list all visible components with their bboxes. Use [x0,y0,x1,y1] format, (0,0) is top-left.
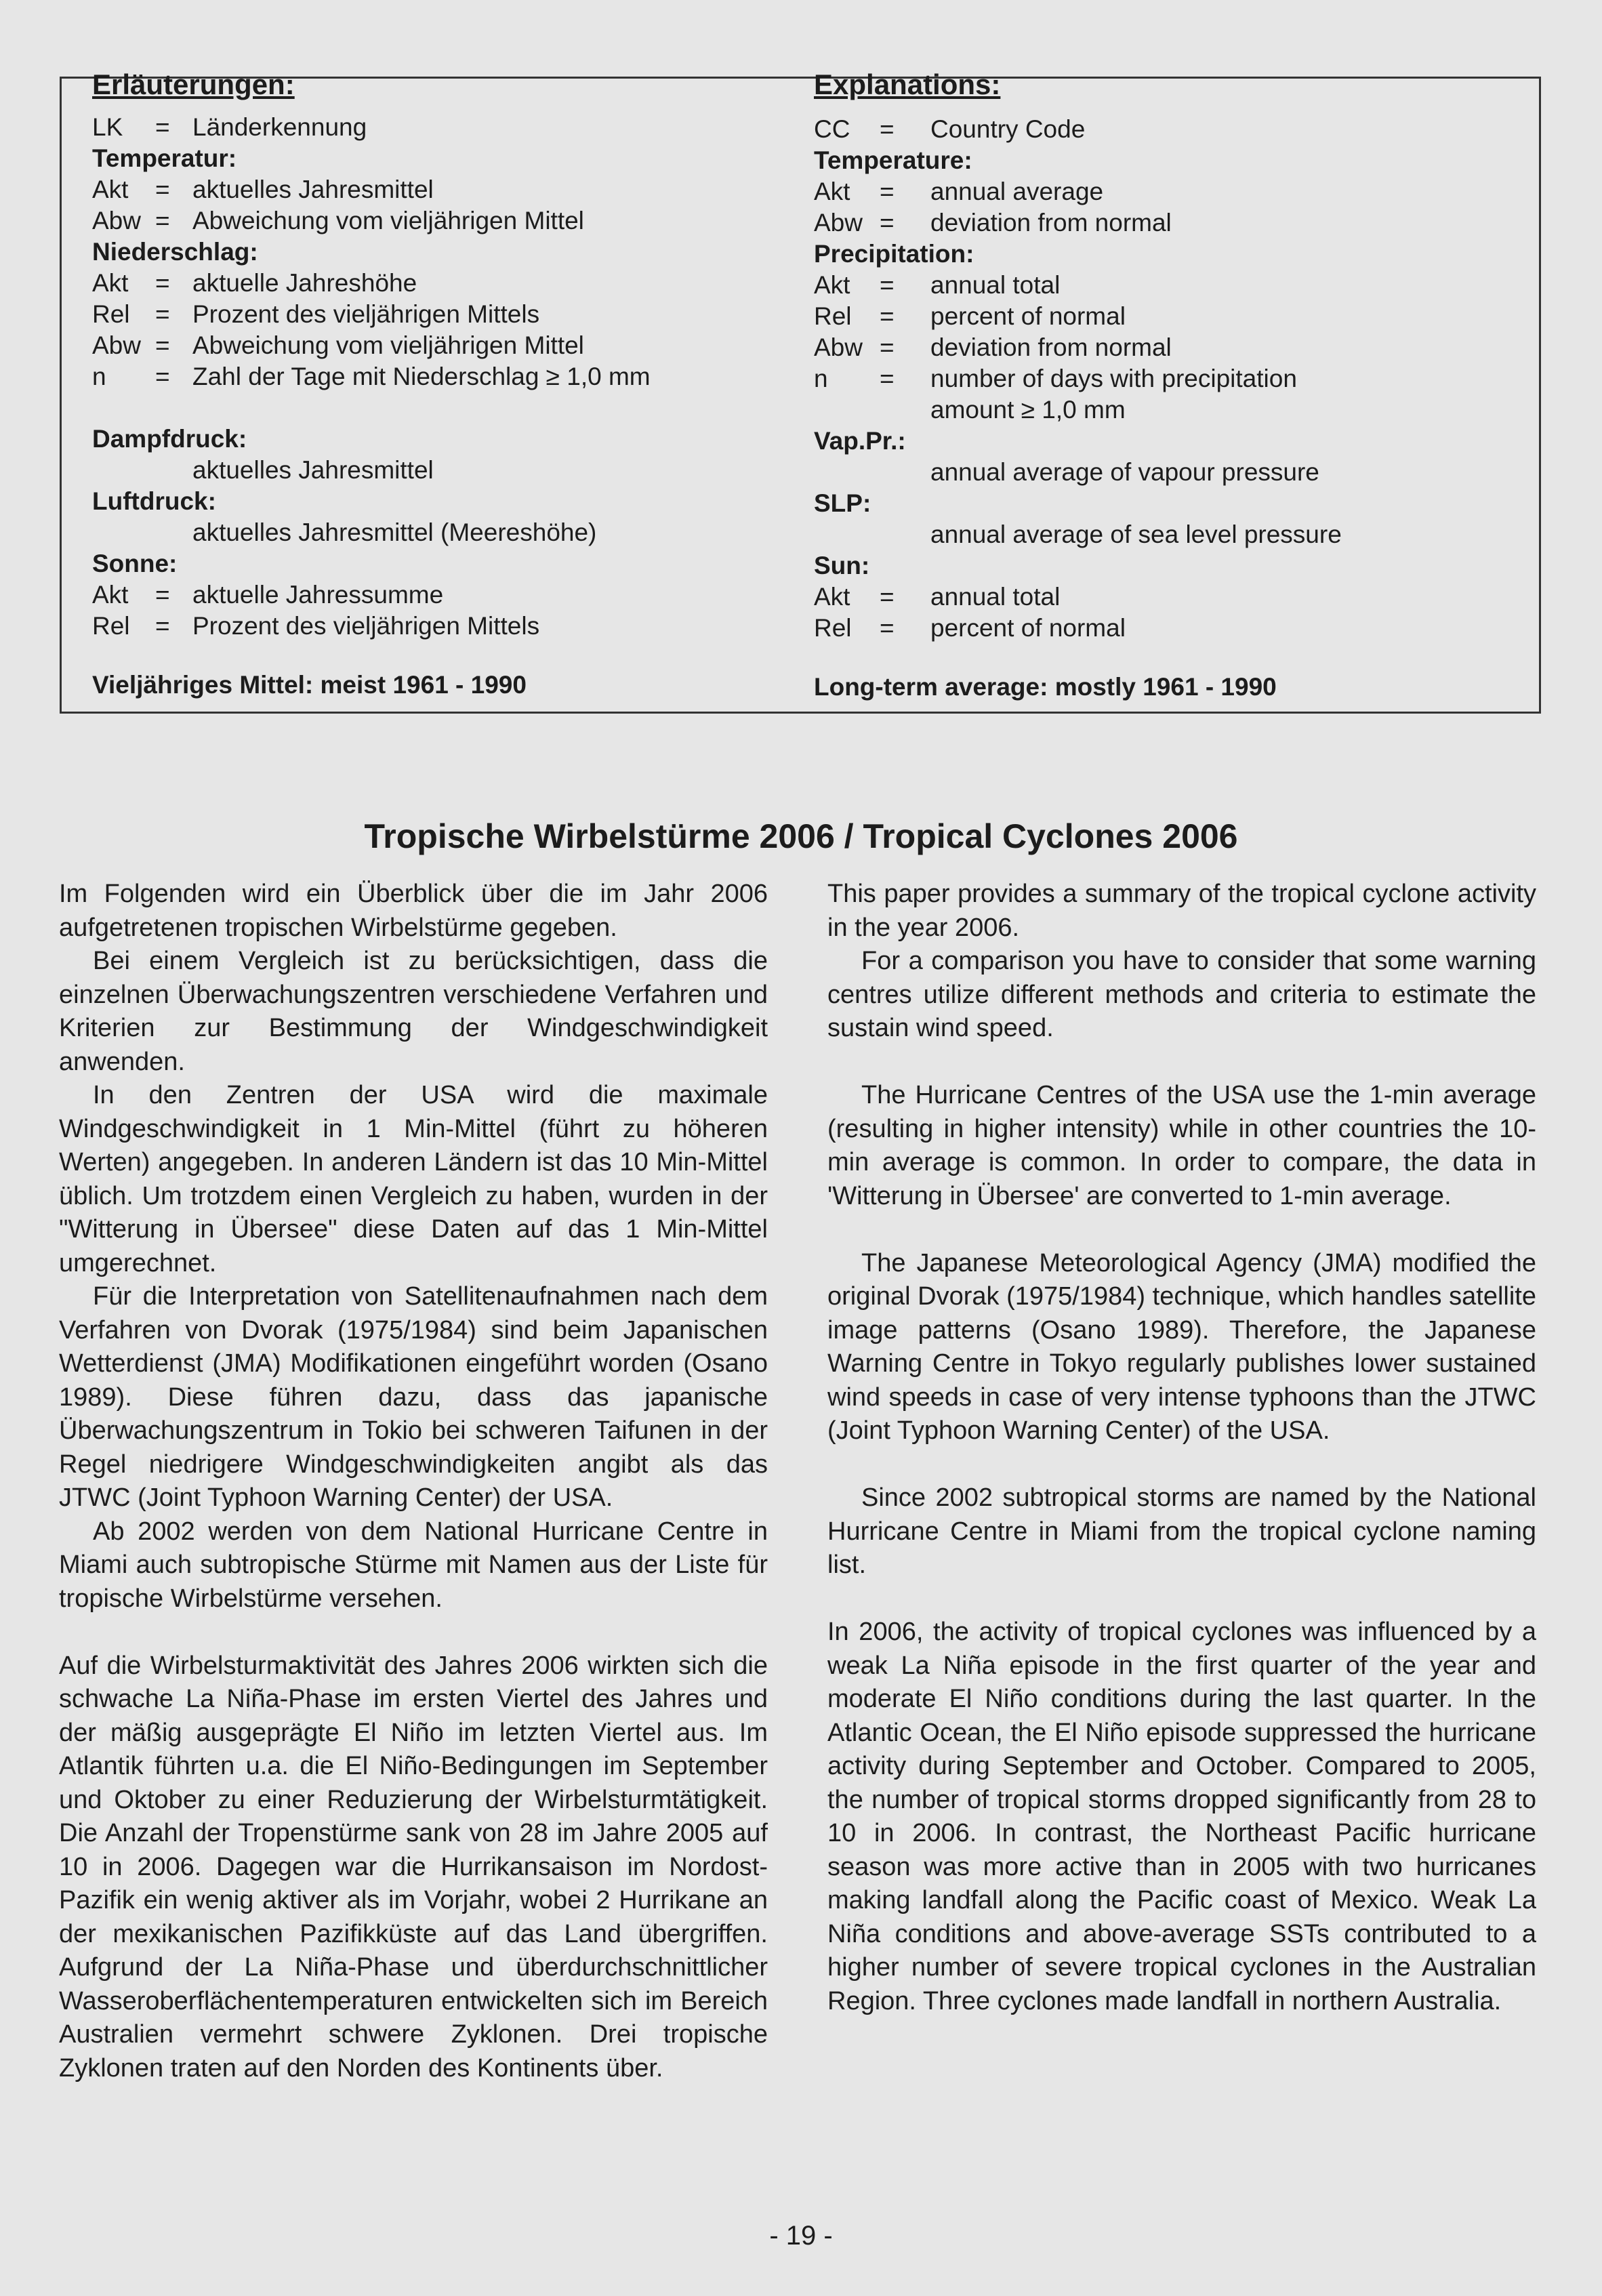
equals-sign: = [880,178,895,205]
paragraph: Für die Interpretation von Satellitenaufnahmen nach dem Verfahren von Dvorak (1975/1984) sind beim Japanischen Wetterdienst (JMA) Modifikationen eingeführt worden (Osano 1989). Diese führen dazu, dass das japanische Überwachungszentrum in Tokio bei schweren Taifunen in der Regel niedrigere Windgeschwindigkeiten angibt als das JTWC (Joint Typhoon Warning Center) der USA. [59,1282,768,1512]
equals-sign: = [880,209,895,237]
abbr: CC [814,115,850,143]
abbr: n [92,363,106,390]
definition: Zahl der Tage mit Niederschlag ≥ 1,0 mm [192,363,651,390]
abbr: LK [92,113,123,141]
paragraph: In 2006, the activity of tropical cyclones was influenced by a weak La Niña episode in the first quarter of the year and moderate El Niño conditions during the last quarter. In the Atlantic Ocean, the El Niño episode suppressed the hurricane activity during September and October. Compared to 2005, the number of tropical storms dropped significantly from 28 to 10 in 2006. In contrast, the Northeast Pacific hurricane season was more active than in 2005 with two hurricanes making landfall along the Pacific coast of Mexico. Weak La Niña conditions and above-average SSTs contributed to a higher number of severe tropical cyclones in the Australian Region. Three cyclones made landfall in northern Australia. [827,1618,1536,2015]
paragraph: Since 2002 subtropical storms are named by the National Hurricane Centre in Miami from the tropical cyclone naming list. [827,1483,1536,1579]
abbr: Rel [92,300,130,328]
definition: percent of normal [930,302,1126,330]
definition: amount ≥ 1,0 mm [930,396,1126,424]
paragraph: This paper provides a summary of the tropical cyclone activity in the year 2006. [827,880,1536,942]
legend-section-slp: SLP: [814,489,871,517]
abbr: Akt [92,269,129,297]
legend-section-precipitation: Niederschlag: [92,238,258,266]
equals-sign: = [155,269,170,297]
legend-box [60,68,1541,714]
abbr: Abw [814,209,863,237]
equals-sign: = [880,115,895,143]
definition: aktuelle Jahreshöhe [192,269,417,297]
definition: deviation from normal [930,333,1172,361]
legend-section-sun: Sun: [814,552,870,579]
definition: annual average of vapour pressure [930,458,1319,486]
abbr: Akt [92,176,129,203]
equals-sign: = [155,176,170,203]
legend-heading-en: Explanations: [814,68,1001,100]
definition: Abweichung vom vieljährigen Mittel [192,331,584,359]
abbr: Rel [814,614,852,642]
legend-section-temperature: Temperatur: [92,144,237,172]
definition: aktuelles Jahresmittel [192,456,434,484]
definition: aktuelles Jahresmittel [192,176,434,203]
paragraph-spacer [827,1582,1536,1616]
equals-sign: = [155,612,170,640]
legend-section-sun: Sonne: [92,550,178,577]
paragraph-spacer [827,1046,1536,1080]
paragraph: Auf die Wirbelsturmaktivität des Jahres 2006 wirkten sich die schwache La Niña-Phase im ersten Viertel des Jahres und der mäßig ausgeprägte El Niño im letzten Viertel aus. Im Atlantik führten u.a. die El Niño-Bedingungen im September und Oktober zu einer Reduzierung der Wirbelsturmtätigkeit. Die Anzahl der Tropenstürme sank von 28 im Jahre 2005 auf 10 in 2006. Dagegen war die Hurrikansaison im Nordost-Pazifik ein wenig aktiver als im Vorjahr, wobei 2 Hurrikane an der mexikanischen Pazifikküste auf das Land übergriffen. Aufgrund der La Niña-Phase und überdurchschnittlicher Wasseroberflächentemperaturen entwickelten sich im Bereich Australien vermehrt schwere Zyklonen. Drei tropische Zyklonen traten auf den Norden des Kontinents über. [59,1651,768,2083]
definition: percent of normal [930,614,1126,642]
definition: annual total [930,271,1061,299]
legend-footer-de: Vieljähriges Mittel: meist 1961 - 1990 [92,671,527,699]
equals-sign: = [155,207,170,234]
equals-sign: = [155,300,170,328]
abbr: Rel [92,612,130,640]
equals-sign: = [880,271,895,299]
abbr: Abw [92,331,141,359]
equals-sign: = [880,583,895,611]
paragraph: For a comparison you have to consider that some warning centres utilize different methods and criteria to estimate the sustain wind speed. [827,947,1536,1042]
legend-heading-de: Erläuterungen: [92,68,295,100]
definition: Prozent des vieljährigen Mittels [192,612,540,640]
definition: Prozent des vieljährigen Mittels [192,300,540,328]
equals-sign: = [880,614,895,642]
abbr: Akt [814,178,850,205]
legend-section-precipitation: Precipitation: [814,240,974,268]
paragraph-spacer [827,1448,1536,1482]
definition: Abweichung vom vieljährigen Mittel [192,207,584,234]
abbr: Abw [814,333,863,361]
paragraph: The Japanese Meteorological Agency (JMA) modified the original Dvorak (1975/1984) technique, which handles satellite image patterns (Osano 1989). Therefore, the Japanese Warning Centre in Tokyo regularly publishes lower sustained wind speeds in case of very intense typhoons than the JTWC (Joint Typhoon Warning Center) of the USA. [827,1248,1536,1445]
definition: number of days with precipitation [930,365,1297,392]
definition: deviation from normal [930,209,1172,237]
article-english-column [827,878,1536,2018]
legend-section-vapour: Dampfdruck: [92,425,247,453]
legend-section-temperature: Temperature: [814,146,972,174]
legend-footer-en: Long-term average: mostly 1961 - 1990 [814,673,1277,701]
paragraph: Bei einem Vergleich ist zu berücksichtigen, dass die einzelnen Überwachungszentren verschiedene Verfahren und Kriterien zur Bestimmung der Windgeschwindigkeit anwenden. [59,947,768,1076]
definition: aktuelle Jahressumme [192,581,444,609]
abbr: Akt [814,271,850,299]
abbr: Akt [92,581,129,609]
paragraph-spacer [59,1616,768,1649]
equals-sign: = [155,113,170,141]
abbr: Akt [814,583,850,611]
paragraph: The Hurricane Centres of the USA use the 1-min average (resulting in higher intensity) while in other countries the 10-min average is common. In order to compare, the data in 'Witterung in Übersee' are converted to 1-min average. [827,1081,1536,1210]
equals-sign: = [155,331,170,359]
equals-sign: = [155,363,170,390]
equals-sign: = [880,302,895,330]
paragraph: In den Zentren der USA wird die maximale Windgeschwindigkeit in 1 Min-Mittel (führt zu höheren Werten) angegeben. In anderen Ländern ist das 10 Min-Mittel üblich. Um trotzdem einen Vergleich zu haben, wurden in der "Witterung in Übersee" diese Daten auf das 1 Min-Mittel umgerechnet. [59,1081,768,1277]
paragraph: Ab 2002 werden von dem National Hurricane Centre in Miami auch subtropische Stürme mit Namen aus der Liste für tropische Wirbelstürme versehen. [59,1517,768,1613]
abbr: Rel [814,302,852,330]
article-title: Tropische Wirbelstürme 2006 / Tropical Cyclones 2006 [364,817,1238,855]
legend-section-vapour: Vap.Pr.: [814,427,906,455]
definition: aktuelles Jahresmittel (Meereshöhe) [192,518,597,546]
definition: Länderkennung [192,113,367,141]
definition: annual average [930,178,1104,205]
definition: annual average of sea level pressure [930,520,1342,548]
paragraph: Im Folgenden wird ein Überblick über die im Jahr 2006 aufgetretenen tropischen Wirbelstürme gegeben. [59,880,768,942]
page-number: - 19 - [769,2221,833,2251]
abbr: n [814,365,828,392]
equals-sign: = [155,581,170,609]
definition: annual total [930,583,1061,611]
article-german-column [59,878,768,2085]
definition: Country Code [930,115,1086,143]
abbr: Abw [92,207,141,234]
paragraph-spacer [827,1213,1536,1247]
equals-sign: = [880,333,895,361]
legend-section-pressure: Luftdruck: [92,487,216,515]
equals-sign: = [880,365,895,392]
